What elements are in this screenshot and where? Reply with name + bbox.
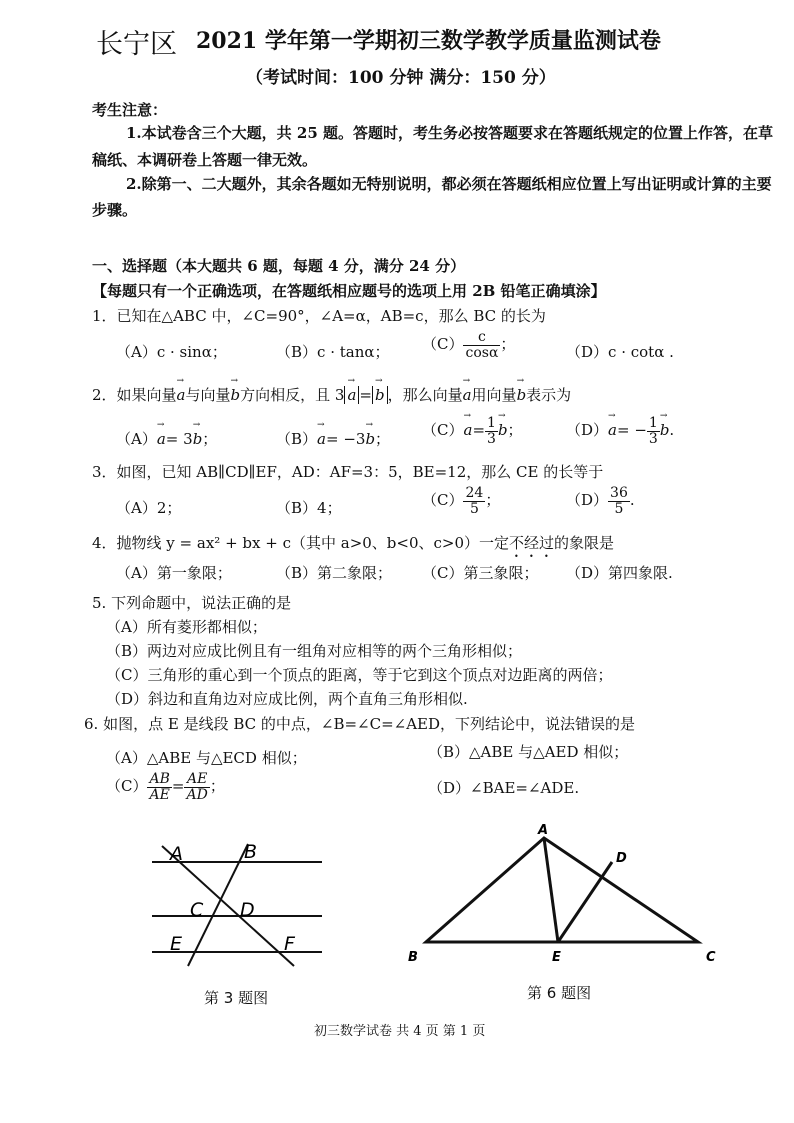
notice-item2-line1: 2.除第一、二大题外，其余各题如无特别说明，都必须在答题纸相应位置上写出证明或计算的主要: [126, 175, 772, 193]
q5-option-a: （A）所有菱形都相似；: [106, 618, 267, 636]
q2-option-d-eq: = −: [616, 421, 647, 440]
q3-option-b: （B）4；: [276, 499, 342, 517]
q2-abs-b: [372, 386, 388, 404]
q1-option-a: （A）c · sinα；: [116, 343, 227, 361]
q3-option-d-end: .: [629, 491, 635, 510]
fig3-label-c: C: [190, 899, 204, 921]
fig6-triangle-abc: [426, 838, 698, 942]
section1-heading: 一、选择题（本大题共 6 题，每题 4 分，满分 24 分）: [92, 257, 466, 275]
q2-option-c-end: ；: [507, 421, 523, 440]
q1-option-b: （B）c · tanα；: [276, 343, 390, 361]
q3-option-c-fraction: [463, 486, 485, 516]
q2-option-b-lhs: → a: [317, 430, 326, 448]
q2-option-b-rhs: = −3: [325, 430, 366, 448]
q1-option-c: [422, 330, 515, 360]
q3-option-c-label: （C）: [422, 491, 464, 510]
q2-stem-end: 表示为: [526, 386, 572, 404]
q1-option-c-den: cosα: [465, 344, 499, 361]
q6-option-c-eq: =: [171, 777, 185, 796]
q3-option-c-den: 5: [469, 500, 479, 517]
q2-vector-b2: → b: [517, 386, 527, 404]
fig3-label-b: B: [244, 841, 258, 863]
notice-item2-line2: 步骤。: [92, 201, 138, 219]
q4-stem-end: 的象限是: [554, 534, 615, 552]
q1-stem: 1．已知在△ABC 中，∠C=90°，∠A=α，AB=c，那么 BC 的长为: [92, 307, 546, 325]
q6-option-c-right-fraction: [184, 772, 209, 802]
q1-option-c-end: ；: [500, 335, 516, 354]
q2-abs-a-vec: → a: [347, 386, 356, 404]
q2-option-a-rhs: = 3: [165, 430, 193, 448]
fig6-label-b: B: [408, 950, 418, 965]
q2-option-d-vec: → b: [660, 421, 670, 439]
q6-option-c-right-den: AD: [186, 786, 208, 803]
q6-option-c-left-num: AB: [149, 771, 170, 787]
notice-item1-line2: 稿纸、本调研卷上答题一律无效。: [92, 151, 318, 169]
q2-stem-mid2: 方向相反，且 3: [240, 386, 345, 404]
q6-option-a: （A）△ABE 与△ECD 相似；: [106, 749, 307, 767]
q6-option-c-label: （C）: [106, 777, 148, 796]
fig6-label-e: E: [552, 950, 561, 965]
q2-option-d-label: （D）: [566, 421, 609, 440]
q2-abs-b-vec: → b: [375, 386, 385, 404]
q2-option-d-den: 3: [648, 430, 658, 447]
q6-option-c: [106, 772, 225, 802]
q2-option-a-lhs: → a: [157, 430, 166, 448]
q2-option-c-den: 3: [487, 430, 496, 447]
q4-stem-emphasis: 不经过: [509, 534, 555, 552]
q2-abs-a: [344, 386, 359, 404]
q3-option-d-num: 36: [610, 485, 628, 501]
exam-subtitle: （考试时间：100 分钟 满分：150 分）: [246, 68, 556, 88]
q5-stem: 5. 下列命题中，说法正确的是: [92, 594, 292, 612]
q2-option-a-vec: → b: [193, 430, 203, 448]
q2-vector-a: → a: [177, 386, 186, 404]
q2-option-d-end: .: [669, 421, 675, 440]
section1-instruction: 【每题只有一个正确选项，在答题纸相应题号的选项上用 2B 铅笔正确填涂】: [92, 282, 606, 300]
q2-option-c-num: 1: [487, 415, 496, 431]
fig6-segment-ed: [558, 862, 612, 942]
fig3-label-d: D: [240, 899, 255, 921]
exam-title: 2021 学年第一学期初三数学教学质量监测试卷: [196, 28, 661, 54]
q2-option-d: [566, 416, 674, 446]
q6-option-b: （B）△ABE 与△AED 相似；: [428, 743, 629, 761]
figure-6: [398, 818, 728, 968]
q2-eq-sign: =: [359, 386, 372, 404]
notice-item1-line1: 1.本试卷含三个大题，共 25 题。答题时，考生务必按答题要求在答题纸规定的位置上作答，在草: [126, 124, 773, 142]
q4-option-c: （C）第三象限；: [422, 564, 539, 582]
fig3-label-a: A: [170, 843, 183, 865]
q3-option-c-num: 24: [465, 485, 484, 501]
figure-3: [140, 832, 340, 970]
q2-option-d-lhs: → a: [608, 421, 617, 439]
fig6-label-d: D: [616, 851, 627, 866]
q2-vector-a2: → a: [463, 386, 472, 404]
q1-option-c-fraction: [463, 330, 500, 360]
q2-option-b-label: （B）: [276, 430, 318, 448]
q3-option-c: [422, 486, 500, 516]
q3-option-c-end: ；: [485, 491, 501, 510]
q6-stem: 6. 如图，点 E 是线段 BC 的中点，∠B=∠C=∠AED，下列结论中，说法错误的是: [84, 715, 636, 733]
q5-option-b: （B）两边对应成比例且有一组角对应相等的两个三角形相似；: [106, 642, 523, 660]
q6-option-c-end: ；: [209, 777, 225, 796]
figure-3-caption: 第 3 题图: [204, 989, 269, 1007]
q2-option-b: [276, 428, 390, 449]
q2-vector-b: → b: [231, 386, 241, 404]
fig6-segment-ae: [544, 838, 558, 942]
figure-6-caption: 第 6 题图: [527, 984, 592, 1002]
fig3-label-e: E: [170, 933, 183, 955]
fig3-label-f: F: [284, 933, 295, 955]
q2-option-d-fraction: [647, 416, 660, 446]
q3-stem: 3．如图，已知 AB∥CD∥EF，AD：AF=3：5，BE=12，那么 CE 的长等于: [92, 463, 604, 481]
q2-option-c: [422, 416, 523, 446]
q2-option-c-label: （C）: [422, 421, 464, 440]
q1-option-d: （D）c · cotα .: [566, 343, 674, 361]
q2-option-c-fraction: [485, 416, 498, 446]
q2-stem: [92, 384, 571, 405]
q2-option-c-eq: =: [472, 421, 486, 440]
q2-option-b-vec: → b: [365, 430, 375, 448]
q5-option-d: （D）斜边和直角边对应成比例，两个直角三角形相似.: [106, 690, 468, 708]
q6-option-d: （D）∠BAE=∠ADE.: [428, 779, 580, 797]
q2-option-c-vec: → b: [498, 421, 508, 439]
q3-option-d-fraction: [608, 486, 630, 516]
q6-option-c-left-fraction: [147, 772, 171, 802]
q4-stem-start: 4．抛物线 y = ax² + bx + c（其中 a>0、b<0、c>0）一定: [92, 534, 510, 552]
q4-option-d: （D）第四象限.: [566, 564, 673, 582]
q2-option-c-lhs: → a: [463, 421, 472, 439]
q2-option-b-end: ；: [375, 430, 391, 448]
fig6-label-a: A: [538, 823, 549, 838]
q3-option-a: （A）2；: [116, 499, 182, 517]
q3-option-d-den: 5: [614, 500, 624, 517]
q2-option-d-num: 1: [648, 415, 658, 431]
fig6-label-c: C: [706, 950, 716, 965]
q6-option-c-right-num: AE: [184, 772, 209, 788]
q2-option-a: [116, 428, 217, 449]
q1-option-c-num: c: [463, 330, 500, 346]
q2-option-a-label: （A）: [116, 430, 157, 448]
q4-option-b: （B）第二象限；: [276, 564, 393, 582]
notice-heading: 考生注意：: [92, 101, 168, 119]
district-name: 长宁区: [96, 29, 177, 60]
q2-option-a-end: ；: [202, 430, 218, 448]
q2-stem-start: 2．如果向量: [92, 386, 177, 404]
q4-stem: [92, 532, 614, 561]
q1-option-c-label: （C）: [422, 335, 464, 354]
q2-stem-mid1: 与向量: [185, 386, 231, 404]
q2-stem-mid4: 用向量: [471, 386, 517, 404]
q3-option-d: [566, 486, 635, 516]
q4-option-a: （A）第一象限；: [116, 564, 232, 582]
q2-stem-mid3: ，那么向量: [387, 386, 463, 404]
q3-option-d-label: （D）: [566, 491, 609, 510]
page-footer: 初三数学试卷 共 4 页 第 1 页: [314, 1024, 486, 1039]
q5-option-c: （C）三角形的重心到一个顶点的距离，等于它到这个顶点对边距离的两倍；: [106, 666, 613, 684]
q6-option-c-left-den: AE: [149, 786, 170, 803]
